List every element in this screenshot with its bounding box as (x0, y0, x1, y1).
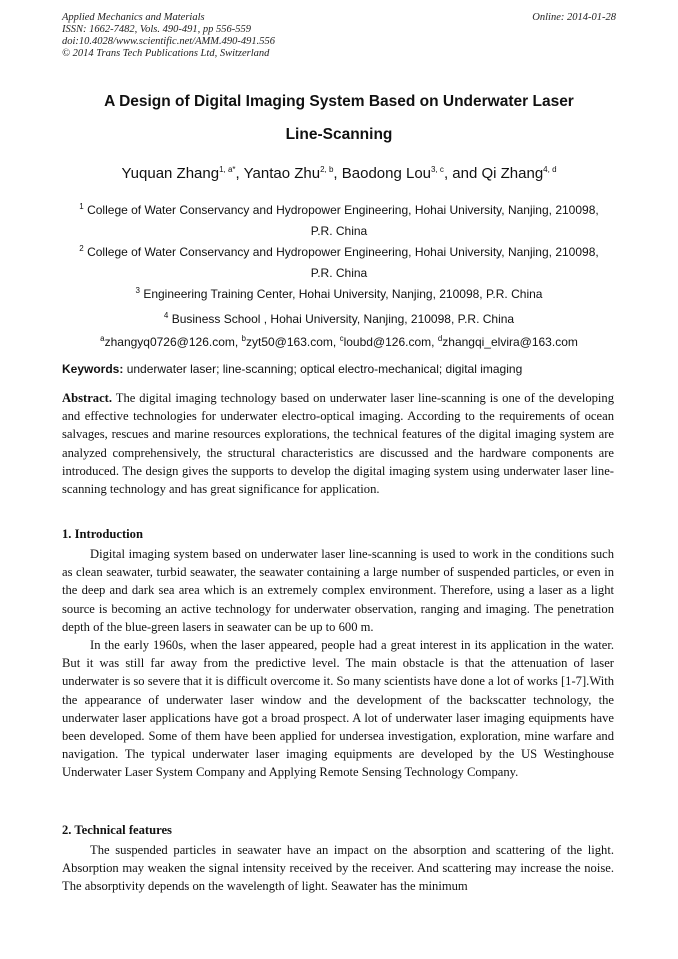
paragraph: The suspended particles in seawater have an impact on the absorption and scattering of the light. Absorption may weaken the signal intensity received by the receiver. And scattering may increase the noise. The absorptivity depends on the wavelength of light. Seawater has the minimum (62, 843, 614, 894)
introduction-body (62, 545, 614, 782)
email-list (62, 335, 616, 349)
author-sup: 2, b (320, 165, 334, 174)
email-address: zhangqi_elvira@163.com (442, 335, 578, 349)
paper-title-line-2: Line-Scanning (285, 126, 393, 143)
abstract (62, 389, 614, 498)
copyright-line: © 2014 Trans Tech Publications Ltd, Switzerland (62, 48, 270, 59)
author-sup: 4, d (543, 165, 557, 174)
section-heading-introduction: 1. Introduction (62, 527, 143, 541)
author-sep: , (333, 165, 342, 182)
email-sup: d (437, 334, 443, 343)
journal-header (62, 12, 616, 60)
email-sup: b (241, 334, 246, 343)
doi-line: doi:10.4028/www.scientific.net/AMM.490-491.556 (62, 36, 275, 47)
online-date: Online: 2014-01-28 (532, 12, 616, 23)
paragraph: In the early 1960s, when the laser appeared, people had a great interest in its application in the water. But it was still far away from the predictive level. The main obstacle is that the attenuation of laser underwater is so severe that it is difficult overcome it. So many scientists have done a lot of works [1-7].With the appearance of underwater laser window and the development of the backscatter technology, the underwater laser applications have got a broad prospect. A lot of underwater laser imaging equipments have been developed. Some of them have been applied for undersea investigation, exploration, mine warfare and navigation. The typical underwater laser imaging equipments are developed by the US Westinghouse Underwater Laser System Company and Applying Remote Sensing Technology Company. (62, 638, 614, 780)
affiliation-4 (62, 309, 616, 330)
author-list (62, 165, 616, 182)
section-heading-technical-features: 2. Technical features (62, 823, 172, 837)
paragraph: Digital imaging system based on underwater laser line-scanning is used to work in the conditions such as clean seawater, turbid seawater, the seawater containing a large number of suspended particles, or even in the deep and dark sea area which is an extremely complex environment. Therefore, using a laser as a light source is becoming an active technology for underwater observation, ranging and imaging. The penetration depth of the blue-green lasers in seawater can be up to 600 m. (62, 547, 614, 634)
affiliation-sup: 2 (79, 244, 84, 253)
author-sep: , and (443, 165, 482, 182)
affiliation-sup: 4 (163, 311, 169, 320)
affiliation-text: College of Water Conservancy and Hydropower Engineering, Hohai University, Nanjing, 210098, (87, 203, 599, 217)
keywords (62, 362, 616, 376)
affiliation-3 (62, 284, 616, 305)
affiliation-1 (62, 200, 616, 242)
affiliation-text: College of Water Conservancy and Hydropower Engineering, Hohai University, Nanjing, 210098, (87, 245, 599, 259)
affiliation-text: Business School , Hohai University, Nanjing, 210098, P.R. China (171, 312, 515, 326)
affiliation-text-2: P.R. China (310, 266, 368, 280)
email-sup: a (100, 334, 105, 343)
author-sup: 1, a* (219, 165, 236, 174)
email-sup: c (339, 334, 344, 343)
author-name: Yantao Zhu (243, 165, 321, 182)
email-address: loubd@126.com, (343, 335, 438, 349)
email-address: zhangyq0726@126.com, (104, 335, 242, 349)
author-name: Baodong Lou (341, 165, 432, 182)
issn-line: ISSN: 1662-7482, Vols. 490-491, pp 556-559 (62, 24, 251, 35)
keywords-label: Keywords: (62, 362, 124, 376)
technical-features-body (62, 841, 614, 896)
email-address: zyt50@163.com, (246, 335, 340, 349)
keywords-text: underwater laser; line-scanning; optical electro-mechanical; digital imaging (126, 362, 523, 376)
abstract-label: Abstract. (62, 391, 113, 405)
affiliation-text: Engineering Training Center, Hohai University, Nanjing, 210098, P.R. China (143, 287, 543, 301)
paper-title-line-1: A Design of Digital Imaging System Based on Underwater Laser (104, 93, 574, 110)
affiliation-2 (62, 242, 616, 284)
affiliation-text-2: P.R. China (310, 224, 368, 238)
author-sup: 3, c (431, 165, 444, 174)
author-name: Qi Zhang (481, 165, 544, 182)
abstract-text: The digital imaging technology based on underwater laser line-scanning is one of the developing and effective technologies for underwater electro-optical imaging. According to the requirements of ocean salvages, rescues and marine resources explorations, the technical features of the digital imaging system are analyzed comprehensively, the structural characteristics are discussed and the hardware components are introduced. The design gives the supports to develop the digital imaging system using underwater laser line-scanning technology and has great significance for application. (62, 391, 615, 497)
affiliation-sup: 1 (79, 202, 84, 211)
author-name: Yuquan Zhang (121, 165, 220, 182)
journal-name: Applied Mechanics and Materials (62, 12, 205, 23)
author-sep: , (235, 165, 244, 182)
affiliation-sup: 3 (135, 286, 140, 295)
